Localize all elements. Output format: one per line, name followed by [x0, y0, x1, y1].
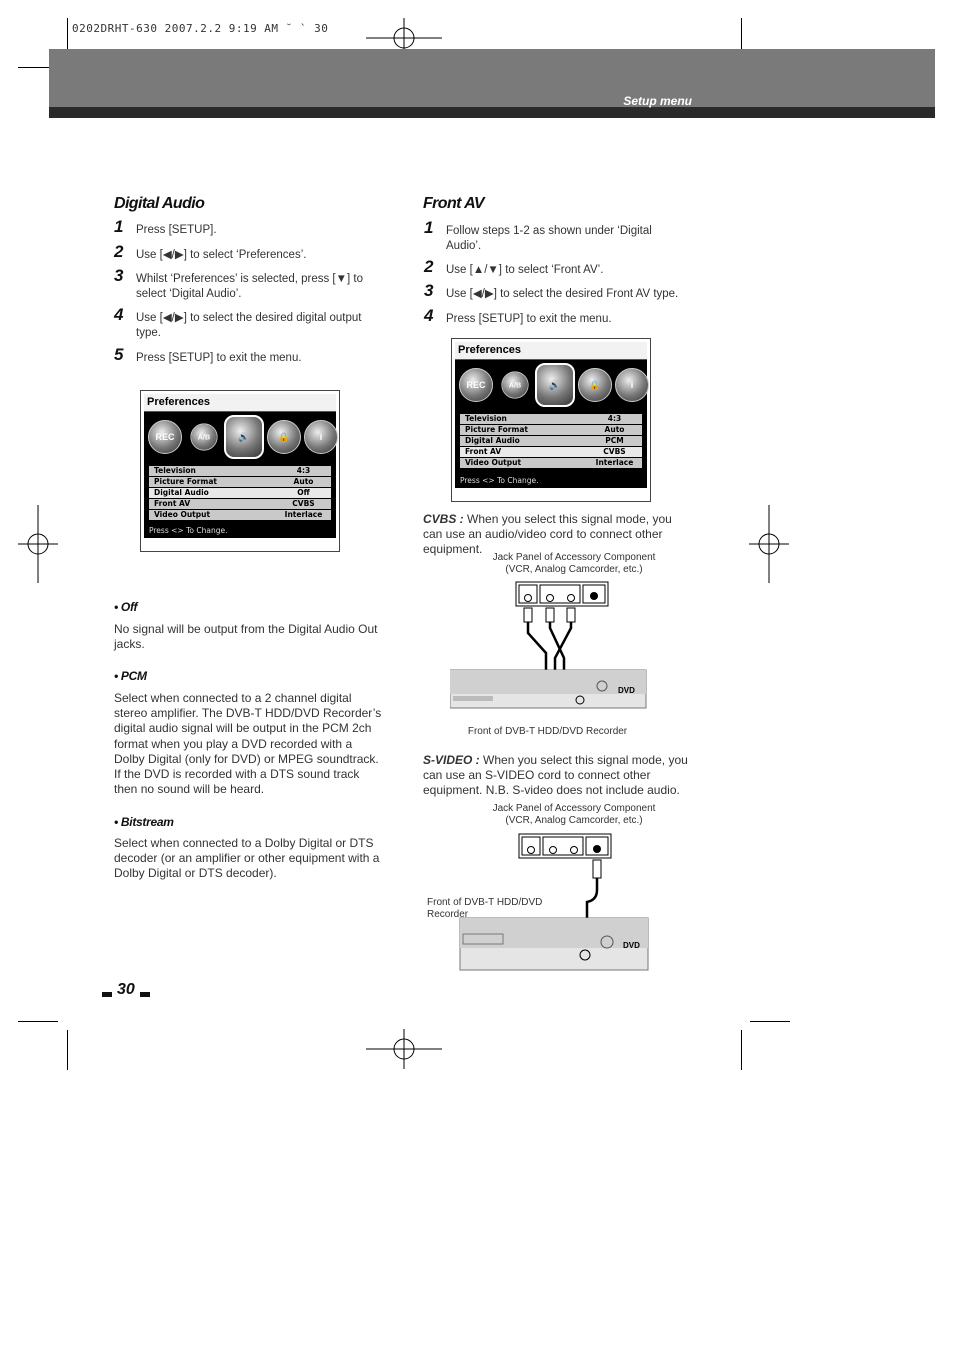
jack-panel-caption: Jack Panel of Accessory Component (VCR, Analog Camcorder, etc.) — [492, 552, 656, 575]
digital-audio-step — [114, 217, 406, 238]
header-band — [49, 49, 935, 107]
section-label: Setup menu — [623, 94, 692, 108]
digital-audio-step — [114, 266, 381, 302]
page-number: 30 — [117, 981, 135, 998]
svideo-label: S-VIDEO : — [423, 753, 480, 767]
menu-row: Front AV CVBS — [149, 499, 331, 510]
menu-row: Television 4:3 — [149, 466, 331, 477]
step-text: Use [▲/▼] to select ‘Front AV’. — [446, 264, 604, 276]
lock-icon: 🔒 — [267, 420, 301, 454]
front-av-heading: Front AV — [423, 195, 484, 212]
option-bitstream-heading: • Bitstream — [114, 815, 174, 829]
speaker-icon: 🔊 — [535, 363, 575, 407]
option-pcm-heading: • PCM — [114, 669, 147, 683]
option-pcm-text: Select when connected to a 2 channel digital stereo amplifier. The DVB-T HDD/DVD Recorder’s digital audio signal will be output in the PCM 2ch format when you play a DVD recorded with a Dolby Digital (only for DVD) or MPEG soundtrack. If the DVD is recorded with a DTS sound track then no sound will be heard. — [114, 691, 382, 797]
step-number: 3 — [114, 266, 124, 285]
cvbs-connection-diagram — [450, 578, 650, 718]
front-av-step — [424, 281, 706, 302]
menu-row: Digital Audio PCM — [460, 436, 642, 447]
jack-panel-caption: Jack Panel of Accessory Component (VCR, Analog Camcorder, etc.) — [492, 803, 656, 826]
step-number: 4 — [424, 306, 434, 325]
preferences-menu-screenshot — [140, 390, 340, 552]
digital-audio-step — [114, 242, 406, 263]
page-number-bar — [140, 992, 150, 997]
menu-row: Video Output Interlace — [460, 458, 642, 469]
print-slug: 0202DRHT-630 2007.2.2 9:19 AM ˘ ` 30 — [72, 22, 329, 35]
menu-row: Television 4:3 — [460, 414, 642, 425]
ab-icon: A/B — [190, 423, 217, 450]
cvbs-description — [423, 512, 688, 558]
dvd-logo: DVD — [623, 941, 640, 950]
lock-icon: 🔒 — [578, 368, 612, 402]
front-av-step — [424, 218, 686, 254]
cvbs-text: When you select this signal mode, you can use an audio/video cord to connect other equipment. — [423, 512, 672, 557]
option-off-heading: • Off — [114, 600, 138, 614]
step-text: Press [SETUP]. — [136, 224, 217, 236]
menu-rows — [149, 466, 331, 521]
step-number: 2 — [424, 257, 434, 276]
menu-row: Video Output Interlace — [149, 510, 331, 521]
step-text: Use [◀/▶] to select the desired Front AV type. — [446, 288, 679, 300]
step-number: 2 — [114, 242, 124, 261]
menu-title: Preferences — [144, 394, 336, 412]
menu-title: Preferences — [455, 342, 647, 360]
digital-audio-step — [114, 305, 381, 341]
digital-audio-heading: Digital Audio — [114, 195, 205, 212]
menu-row-selected: Digital Audio Off — [149, 488, 331, 499]
step-text: Whilst ‘Preferences’ is selected, press [▼] to select ‘Digital Audio’. — [136, 273, 363, 300]
svideo-text: When you select this signal mode, you can use an S-VIDEO cord to connect other equipment. N.B. S-video does not include audio. — [423, 753, 688, 798]
page-number-bar — [102, 992, 112, 997]
menu-icon-bar — [455, 362, 647, 408]
menu-row: Picture Format Auto — [460, 425, 642, 436]
step-number: 1 — [424, 218, 434, 237]
menu-screen — [455, 342, 647, 488]
menu-rows — [460, 414, 642, 469]
menu-row-selected: Front AV CVBS — [460, 447, 642, 458]
option-off-text: No signal will be output from the Digital Audio Out jacks. — [114, 622, 378, 652]
info-icon: i — [304, 420, 338, 454]
info-icon: i — [615, 368, 649, 402]
menu-icon-bar — [144, 414, 336, 460]
preferences-menu-screenshot — [451, 338, 651, 502]
step-number: 5 — [114, 345, 124, 364]
digital-audio-step — [114, 345, 406, 366]
svideo-description — [423, 753, 688, 799]
step-number: 3 — [424, 281, 434, 300]
menu-hint: Press <> To Change. — [460, 476, 539, 485]
rec-icon: REC — [148, 420, 182, 454]
front-recorder-caption: Front of DVB-T HDD/DVD Recorder — [427, 897, 543, 920]
step-text: Press [SETUP] to exit the menu. — [446, 313, 612, 325]
menu-screen — [144, 394, 336, 538]
speaker-icon: 🔊 — [224, 415, 264, 459]
header-bar — [49, 107, 935, 118]
front-av-step — [424, 257, 716, 278]
menu-row: Picture Format Auto — [149, 477, 331, 488]
menu-hint: Press <> To Change. — [149, 526, 228, 535]
step-text: Use [◀/▶] to select the desired digital output type. — [136, 312, 362, 339]
step-text: Press [SETUP] to exit the menu. — [136, 352, 302, 364]
front-recorder-caption: Front of DVB-T HDD/DVD Recorder — [467, 726, 628, 737]
front-av-step — [424, 306, 716, 327]
step-text: Use [◀/▶] to select ‘Preferences’. — [136, 249, 307, 261]
cvbs-label: CVBS : — [423, 512, 464, 526]
step-number: 1 — [114, 217, 124, 236]
rec-icon: REC — [459, 368, 493, 402]
step-number: 4 — [114, 305, 124, 324]
option-bitstream-text: Select when connected to a Dolby Digital or DTS decoder (or an amplifier or other equipment with a Dolby Digital or DTS decoder). — [114, 836, 380, 881]
ab-icon: A/B — [501, 371, 528, 398]
dvd-logo: DVD — [618, 686, 635, 695]
step-text: Follow steps 1-2 as shown under ‘Digital Audio’. — [446, 225, 652, 252]
